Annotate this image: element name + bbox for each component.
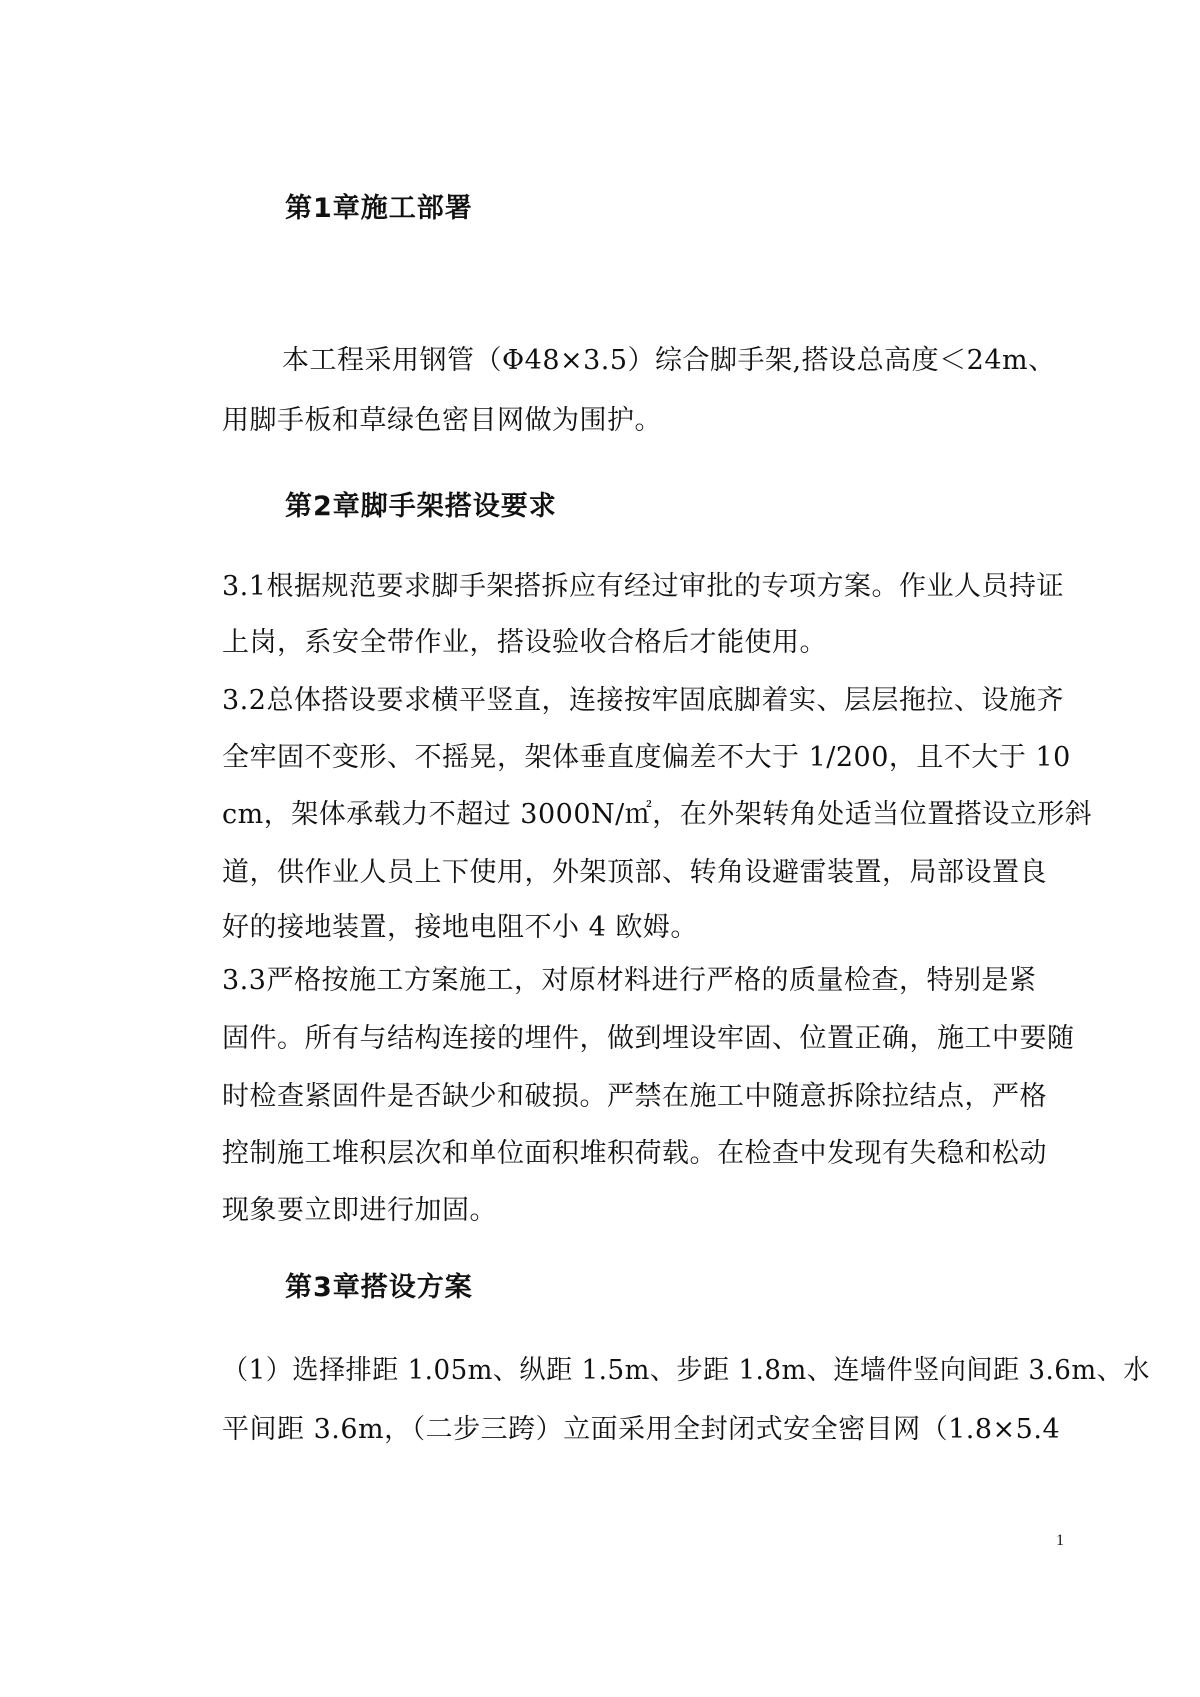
chapter-1-paragraph-line-2: 用脚手板和草绿色密目网做为围护。 — [222, 405, 662, 436]
chapter-2-line-3: 3.2总体搭设要求横平竖直，连接按牢固底脚着实、层层拖拉、设施齐 — [222, 685, 1064, 716]
page-number: 1 — [1056, 1532, 1064, 1549]
chapter-3-line-2: 平间距 3.6m，（二步三跨）立面采用全封闭式安全密目网（1.8×5.4 — [222, 1414, 1061, 1445]
chapter-2-line-4: 全牢固不变形、不摇晃，架体垂直度偏差不大于 1/200，且不大于 10 — [222, 742, 1071, 773]
chapter-3-heading: 第3章搭设方案 — [285, 1272, 473, 1303]
chapter-1-heading: 第1章施工部署 — [285, 193, 473, 224]
chapter-2-line-9: 固件。所有与结构连接的埋件，做到埋设牢固、位置正确，施工中要随 — [222, 1023, 1075, 1054]
chapter-2-line-7: 好的接地装置，接地电阻不小 4 欧姆。 — [222, 912, 698, 943]
chapter-1-paragraph-line-1: 本工程采用钢管（Φ48×3.5）综合脚手架,搭设总高度＜24m、 — [282, 345, 1056, 376]
chapter-3-line-1: （1）选择排距 1.05m、纵距 1.5m、步距 1.8m、连墙件竖向间距 3.6m、水 — [222, 1355, 1150, 1386]
chapter-2-line-5: cm，架体承载力不超过 3000N/㎡，在外架转角处适当位置搭设立形斜 — [222, 799, 1093, 830]
chapter-2-line-10: 时检查紧固件是否缺少和破损。严禁在施工中随意拆除拉结点，严格 — [222, 1081, 1047, 1112]
chapter-2-line-6: 道，供作业人员上下使用，外架顶部、转角设避雷装置，局部设置良 — [222, 857, 1047, 888]
chapter-2-heading: 第2章脚手架搭设要求 — [285, 491, 557, 522]
chapter-2-line-8: 3.3严格按施工方案施工，对原材料进行严格的质量检查，特别是紧 — [222, 965, 1037, 996]
chapter-2-line-12: 现象要立即进行加固。 — [222, 1195, 497, 1226]
chapter-2-line-11: 控制施工堆积层次和单位面积堆积荷载。在检查中发现有失稳和松动 — [222, 1138, 1047, 1169]
chapter-2-line-2: 上岗，系安全带作业，搭设验收合格后才能使用。 — [222, 627, 827, 658]
chapter-2-line-1: 3.1根据规范要求脚手架搭拆应有经过审批的专项方案。作业人员持证 — [222, 571, 1064, 602]
